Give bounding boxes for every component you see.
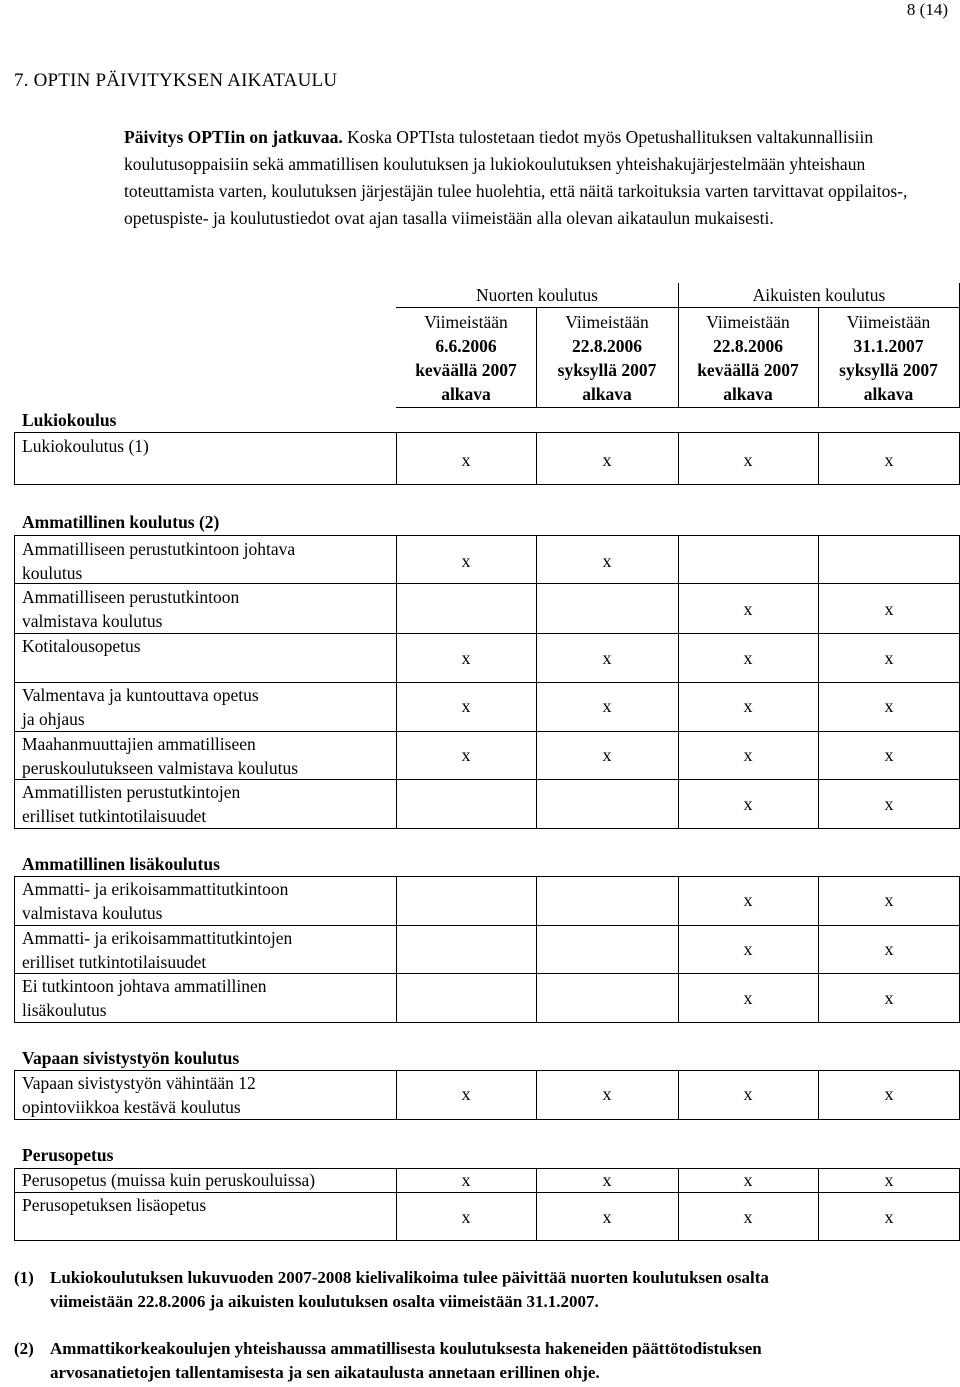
mark-x: x [743,1084,753,1104]
mark-x: x [461,1170,471,1190]
row-label-lukio1: Lukiokoulutus (1) [22,436,149,456]
mark-x: x [884,599,894,619]
column-header-1: Viimeistään 6.6.2006 keväällä 2007 alkava [415,312,517,404]
mark-x: x [461,696,471,716]
row-label-amm5: Maahanmuuttajien ammatilliseen peruskoulutukseen valmistava koulutus [22,734,299,778]
page-number: 8 (14) [906,0,948,19]
footnote-label: (1) [14,1268,34,1287]
mark-x: x [743,1207,753,1227]
mark-x: x [602,450,612,470]
column-header-4: Viimeistään 31.1.2007 syksyllä 2007 alkava [839,312,938,404]
row-label-amm2: Ammatilliseen perustutkintoon valmistava koulutus [22,587,240,631]
mark-x: x [743,988,753,1008]
mark-x: x [884,648,894,668]
mark-x: x [884,1170,894,1190]
mark-x: x [602,551,612,571]
mark-x: x [884,939,894,959]
row-label-lisa3: Ei tutkintoon johtava ammatillinen lisäkoulutus [22,976,267,1020]
row-label-lisa2: Ammatti- ja erikoisammattitutkintojen erilliset tutkintotilaisuudet [22,928,293,972]
mark-x: x [743,1170,753,1190]
mark-x: x [884,1084,894,1104]
intro-paragraph [124,124,946,232]
mark-x: x [743,890,753,910]
mark-x: x [884,450,894,470]
row-label-amm3: Kotitalousopetus [22,636,141,656]
row-label-amm4: Valmentava ja kuntouttava opetus ja ohjaus [22,685,259,729]
mark-x: x [602,1207,612,1227]
row-label-amm1: Ammatilliseen perustutkintoon johtava koulutus [22,539,296,583]
footnote-1: (1) Lukiokoulutuksen lukuvuoden 2007-2008 kielivalikoima tulee päivittää nuorten koulutuksen osalta viimeistään 22.8.2006 ja aikuisten koulutuksen osalta viimeistään 31.1.2007. [14,1268,769,1311]
mark-x: x [884,794,894,814]
mark-x: x [602,696,612,716]
section-ammatillinen: Ammatillinen koulutus (2) [22,512,220,532]
section-lisakoulutus: Ammatillinen lisäkoulutus [22,854,220,874]
group-header-aikuisten: Aikuisten koulutus [752,285,886,305]
row-label-lisa1: Ammatti- ja erikoisammattitutkintoon valmistava koulutus [22,879,289,923]
group-header-nuorten: Nuorten koulutus [475,285,598,305]
intro-lead: Päivitys OPTIin on jatkuvaa. [124,127,343,147]
mark-x: x [461,551,471,571]
mark-x: x [461,648,471,668]
mark-x: x [884,696,894,716]
section-vapaa: Vapaan sivistystyön koulutus [22,1048,240,1068]
mark-x: x [461,450,471,470]
section-heading: 7. OPTIN PÄIVITYKSEN AIKATAULU [14,70,338,91]
column-header-2: Viimeistään 22.8.2006 syksyllä 2007 alkava [557,312,657,404]
mark-x: x [743,450,753,470]
mark-x: x [884,1207,894,1227]
mark-x: x [743,648,753,668]
row-label-perus2: Perusopetuksen lisäopetus [22,1195,207,1215]
column-header-3: Viimeistään 22.8.2006 keväällä 2007 alkava [697,312,799,404]
mark-x: x [461,745,471,765]
mark-x: x [602,648,612,668]
mark-x: x [602,745,612,765]
mark-x: x [884,988,894,1008]
mark-x: x [602,1084,612,1104]
mark-x: x [602,1170,612,1190]
mark-x: x [461,1207,471,1227]
mark-x: x [461,1084,471,1104]
footnote-label: (2) [14,1339,34,1358]
row-label-amm6: Ammatillisten perustutkintojen erilliset tutkintotilaisuudet [22,782,241,826]
row-label-vapaa1: Vapaan sivistystyön vähintään 12 opintoviikkoa kestävä koulutus [22,1073,256,1117]
intro-text: Koska OPTIsta tulostetaan tiedot myös Opetushallituksen valtakunnallisiin koulutusoppaisiin sekä ammatillisen koulutuksen ja lukiokoulutuksen yhteishakujärjestelmään yhteishaun toteuttamista varten, koulutuksen järjestäjän tulee huolehtia, että näitä tarkoituksia varten tarvittavat oppilaitos-, opetuspiste- ja koulutustiedot ovat ajan tasalla viimeistään alla olevan aikataulun mukaisesti. [124,127,908,228]
mark-x: x [743,745,753,765]
row-label-perus1: Perusopetus (muissa kuin peruskouluissa) [22,1170,316,1190]
section-lukiokoulus: Lukiokoulus [22,410,117,430]
mark-x: x [743,696,753,716]
mark-x: x [884,745,894,765]
section-perusopetus: Perusopetus [22,1145,114,1165]
mark-x: x [743,939,753,959]
footnote-2: (2) Ammattikorkeakoulujen yhteishaussa ammatillisesta koulutuksesta hakeneiden päättötodistuksen arvosanatietojen tallentamisesta ja sen aikataulusta annetaan erillinen ohje. [14,1339,762,1382]
mark-x: x [884,890,894,910]
mark-x: x [743,599,753,619]
mark-x: x [743,794,753,814]
